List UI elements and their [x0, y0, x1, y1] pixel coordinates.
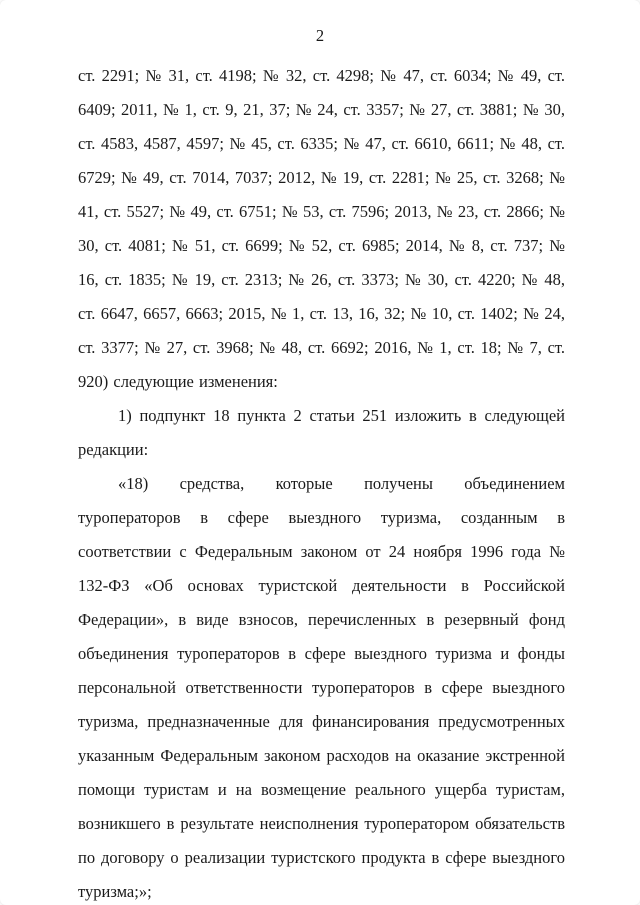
paragraph-citations: ст. 2291; № 31, ст. 4198; № 32, ст. 4298; № 47, ст. 6034; № 49, ст. 6409; 2011, № 1, ст. 9, 21, 37; № 24, ст. 3357; № 27, ст. 3881; № 30, ст. 4583, 4587, 4597; № 45, ст. 6335; № 47, ст. 6610, 6611; № 48, ст. 6729; № 49, ст. 7014, 7037; 2012, № 19, ст. 2281; № 25, ст. 3268; № 41, ст. 5527; № 49, ст. 6751; № 53, ст. 7596; 2013, № 23, ст. 2866; № 30, ст. 4081; № 51, ст. 6699; № 52, ст. 6985; 2014, № 8, ст. 737; № 16, ст. 1835; № 19, ст. 2313; № 26, ст. 3373; № 30, ст. 4220; № 48, ст. 6647, 6657, 6663; 2015, № 1, ст. 13, 16, 32; № 10, ст. 1402; № 24, ст. 3377; № 27, ст. 3968; № 48, ст. 6692; 2016, № 1, ст. 18; № 7, ст. 920) следующие изменения: [78, 66, 565, 391]
paragraph-subpoint-18: «18) средства, которые получены объединением туроператоров в сфере выездного туризма, созданным в соответствии с Федеральным законом от 24 ноября 1996 года № 132-ФЗ «Об основах туристской деятельности в Российской Федерации», в виде взносов, перечисленных в резервный фонд объединения туроператоров в сфере выездного туризма и фонды персональной ответственности туроператоров в сфере выездного туризма, предназначенные для финансирования предусмотренных указанным Федеральным законом расходов на оказание экстренной помощи туристам и на возмещение реального ущерба туристам, возникшего в результате неисполнения туроператором обязательств по договору о реализации туристского продукта в сфере выездного туризма;»; [78, 474, 565, 901]
paragraph-amendment-intro: 1) подпункт 18 пункта 2 статьи 251 изложить в следующей редакции: [78, 406, 565, 459]
page-number: 2 [315, 26, 325, 45]
document-body [0, 46, 640, 905]
